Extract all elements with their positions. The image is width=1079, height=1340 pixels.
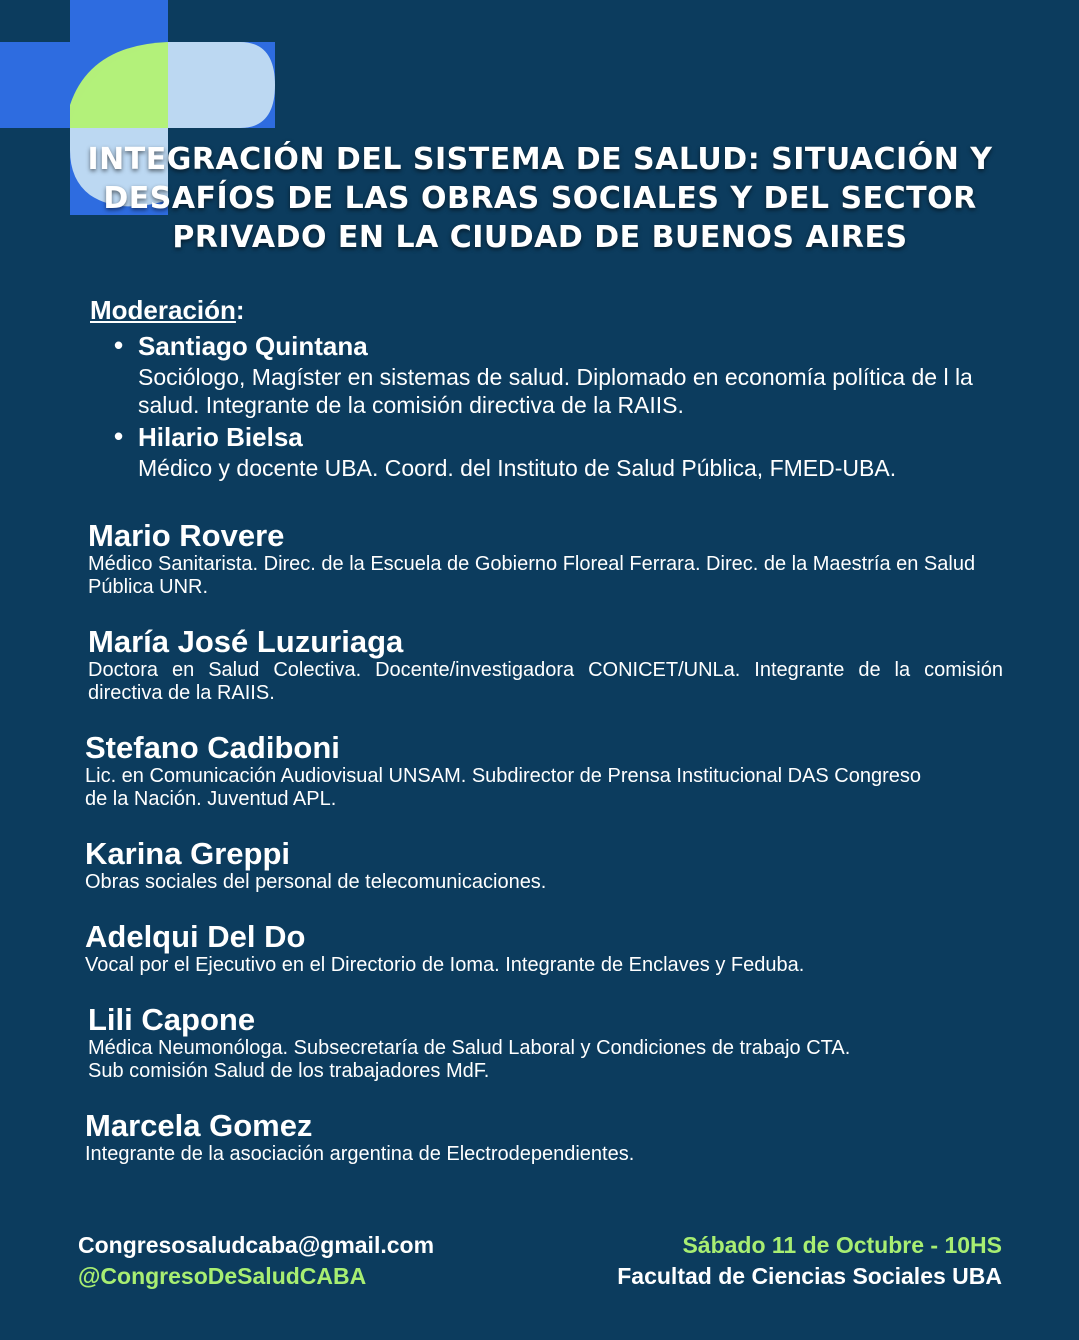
moderator-name: Santiago Quintana	[138, 331, 368, 361]
event-details	[617, 1230, 1002, 1292]
moderators-list	[112, 330, 1032, 482]
moderator-desc: Sociólogo, Magíster en sistemas de salud. Diplomado en economía política de l la salud. Integrante de la comisión directiva de la RAIIS.	[138, 364, 973, 418]
panelist-item	[85, 920, 1005, 977]
panelist-item	[85, 837, 1005, 894]
event-venue: Facultad de Ciencias Sociales UBA	[617, 1263, 1002, 1289]
bullet-icon: •	[114, 330, 124, 360]
event-date: Sábado 11 de Octubre - 10HS	[682, 1232, 1002, 1258]
panelist-item	[88, 1003, 1008, 1083]
panelist-name: Adelqui Del Do	[85, 919, 306, 954]
panelist-name: Lili Capone	[88, 1002, 256, 1037]
panelist-name: Marcela Gomez	[85, 1108, 313, 1143]
panelist-desc-line-2: Sub comisión Salud de los trabajadores MdF.	[88, 1060, 490, 1082]
panelist-name: Karina Greppi	[85, 836, 290, 871]
bullet-icon: •	[114, 421, 124, 451]
moderation-heading-label: Moderación	[90, 295, 236, 325]
moderation-heading-colon: :	[235, 295, 245, 325]
moderation-heading	[90, 295, 245, 326]
moderator-name: Hilario Bielsa	[138, 422, 303, 452]
moderator-desc: Médico y docente UBA. Coord. del Instituto de Salud Pública, FMED-UBA.	[138, 455, 897, 481]
panelist-desc: Vocal por el Ejecutivo en el Directorio de Ioma. Integrante de Enclaves y Feduba.	[85, 954, 805, 976]
panelist-name: Stefano Cadiboni	[85, 730, 340, 765]
panelist-name: Mario Rovere	[88, 518, 285, 553]
title-line-2: DESAFÍOS DE LAS OBRAS SOCIALES Y DEL SECTOR	[103, 181, 977, 216]
panelist-desc: Médico Sanitarista. Direc. de la Escuela de Gobierno Floreal Ferrara. Direc. de la Maestría en Salud Pública UNR.	[88, 553, 976, 598]
title-line-1: INTEGRACIÓN DEL SISTEMA DE SALUD: SITUACIÓN Y	[87, 142, 993, 177]
contact-email[interactable]: Congresosaludcaba@gmail.com	[78, 1232, 435, 1258]
panelist-item	[85, 1109, 1005, 1166]
panelist-name: María José Luzuriaga	[88, 624, 404, 659]
panelist-desc-line-1: Médica Neumonóloga. Subsecretaría de Salud Laboral y Condiciones de trabajo CTA.	[88, 1037, 851, 1059]
panelist-desc: Lic. en Comunicación Audiovisual UNSAM. Subdirector de Prensa Institucional DAS Congreso de la Nación. Juventud APL.	[85, 765, 921, 810]
panelist-item	[88, 519, 1008, 599]
event-title	[40, 140, 1040, 257]
panelist-item	[88, 625, 1008, 705]
panelist-desc: Doctora en Salud Colectiva. Docente/investigadora CONICET/UNLa. Integrante de la comisión directiva de la RAIIS.	[88, 659, 1003, 704]
title-line-3: PRIVADO EN LA CIUDAD DE BUENOS AIRES	[172, 220, 908, 255]
contact-info	[78, 1230, 434, 1292]
panelist-desc: Obras sociales del personal de telecomunicaciones.	[85, 871, 547, 893]
panelist-desc: Integrante de la asociación argentina de Electrodependientes.	[85, 1143, 635, 1165]
social-handle[interactable]: @CongresoDeSaludCABA	[78, 1263, 367, 1289]
panelist-item	[85, 731, 1005, 811]
moderator-item	[112, 421, 1032, 482]
moderator-item	[112, 330, 1032, 419]
